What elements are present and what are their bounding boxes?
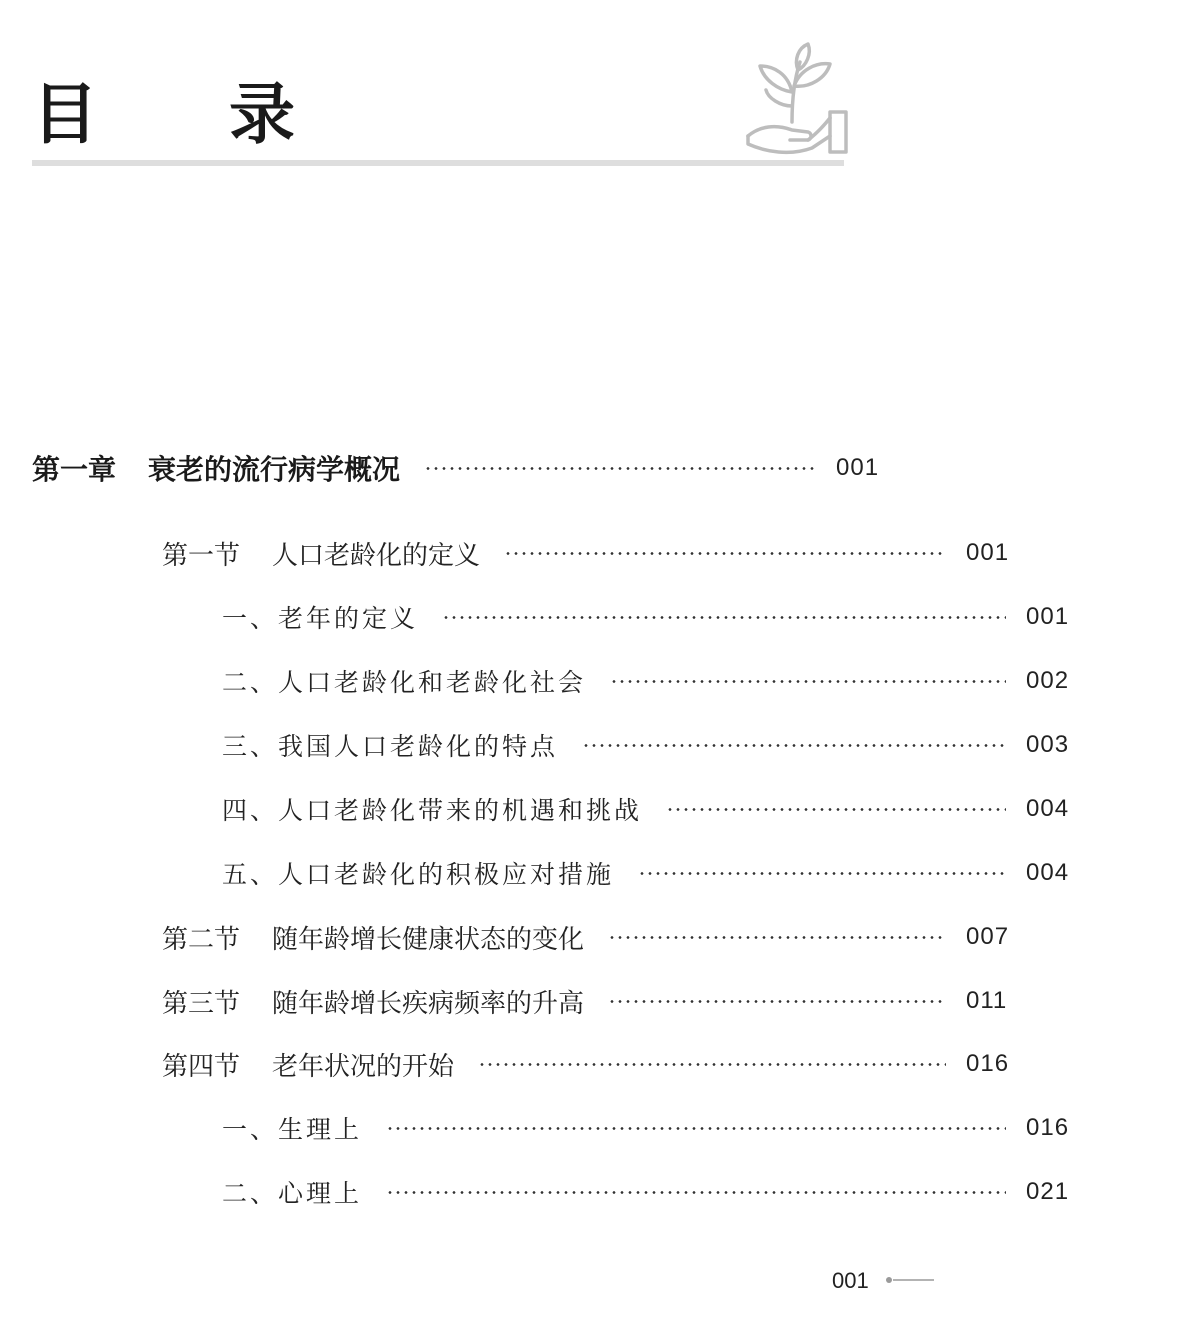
toc-entry-subsection[interactable] — [0, 661, 1182, 701]
page-title: 目 录 — [32, 76, 349, 153]
toc-entry-subsection[interactable] — [0, 1172, 1182, 1212]
toc-entry-subsection[interactable] — [0, 725, 1182, 765]
toc-entry-label: 一、生理上 — [222, 1115, 363, 1144]
dot-leader — [504, 552, 946, 555]
dot-leader — [638, 872, 1006, 875]
toc-entry-page: 004 — [1026, 795, 1070, 822]
toc-entry-page: 002 — [1026, 667, 1070, 694]
dot-leader — [582, 744, 1006, 747]
toc-entry-label: 第三节 随年龄增长疾病频率的升高 — [162, 988, 585, 1019]
toc-entry-label: 第四节 老年状况的开始 — [162, 1051, 455, 1082]
toc-entry-label: 二、人口老龄化和老龄化社会 — [222, 668, 587, 697]
toc-entry-section[interactable] — [0, 533, 1122, 573]
toc-entry-subsection[interactable] — [0, 1108, 1182, 1148]
toc-entry-section[interactable] — [0, 917, 1122, 957]
toc-entry-subsection[interactable] — [0, 597, 1182, 637]
page-number: 001 — [832, 1268, 869, 1293]
toc-entry-subsection[interactable] — [0, 853, 1182, 893]
toc-entry-page: 001 — [966, 539, 1010, 566]
dot-leader — [424, 467, 816, 470]
dot-leader — [386, 1127, 1006, 1130]
hand-sprout-icon — [742, 40, 850, 158]
dot-leader — [386, 1191, 1006, 1194]
dot-leader — [478, 1063, 946, 1066]
toc-entry-chapter-1[interactable] — [0, 448, 992, 488]
toc-entry-page: 007 — [966, 923, 1010, 950]
dot-line-ornament-icon — [884, 1272, 936, 1288]
toc-entry-label: 一、老年的定义 — [222, 604, 419, 633]
dot-leader — [610, 680, 1006, 683]
toc-entry-page: 016 — [966, 1050, 1010, 1077]
toc-entry-label: 二、心理上 — [222, 1179, 363, 1208]
toc-entry-label: 五、人口老龄化的积极应对措施 — [222, 860, 615, 889]
toc-entry-page: 021 — [1026, 1178, 1070, 1205]
toc-entry-subsection[interactable] — [0, 789, 1182, 829]
toc-entry-section[interactable] — [0, 1044, 1122, 1084]
toc-entry-page: 003 — [1026, 731, 1070, 758]
toc-entry-page: 004 — [1026, 859, 1070, 886]
dot-leader — [666, 808, 1006, 811]
title-underline — [32, 160, 844, 166]
toc-entry-label: 第一节 人口老龄化的定义 — [162, 540, 481, 571]
toc-entry-section[interactable] — [0, 981, 1122, 1021]
dot-leader — [608, 936, 946, 939]
toc-entry-page: 001 — [1026, 603, 1070, 630]
toc-entry-page: 011 — [966, 987, 1008, 1014]
dot-leader — [608, 1000, 946, 1003]
toc-entry-page: 001 — [836, 454, 880, 481]
dot-leader — [442, 616, 1006, 619]
toc-entry-label: 第一章 衰老的流行病学概况 — [32, 453, 401, 486]
toc-entry-label: 第二节 随年龄增长健康状态的变化 — [162, 924, 585, 955]
toc-entry-page: 016 — [1026, 1114, 1070, 1141]
toc-entry-label: 四、人口老龄化带来的机遇和挑战 — [222, 796, 643, 825]
toc-entry-label: 三、我国人口老龄化的特点 — [222, 732, 559, 761]
